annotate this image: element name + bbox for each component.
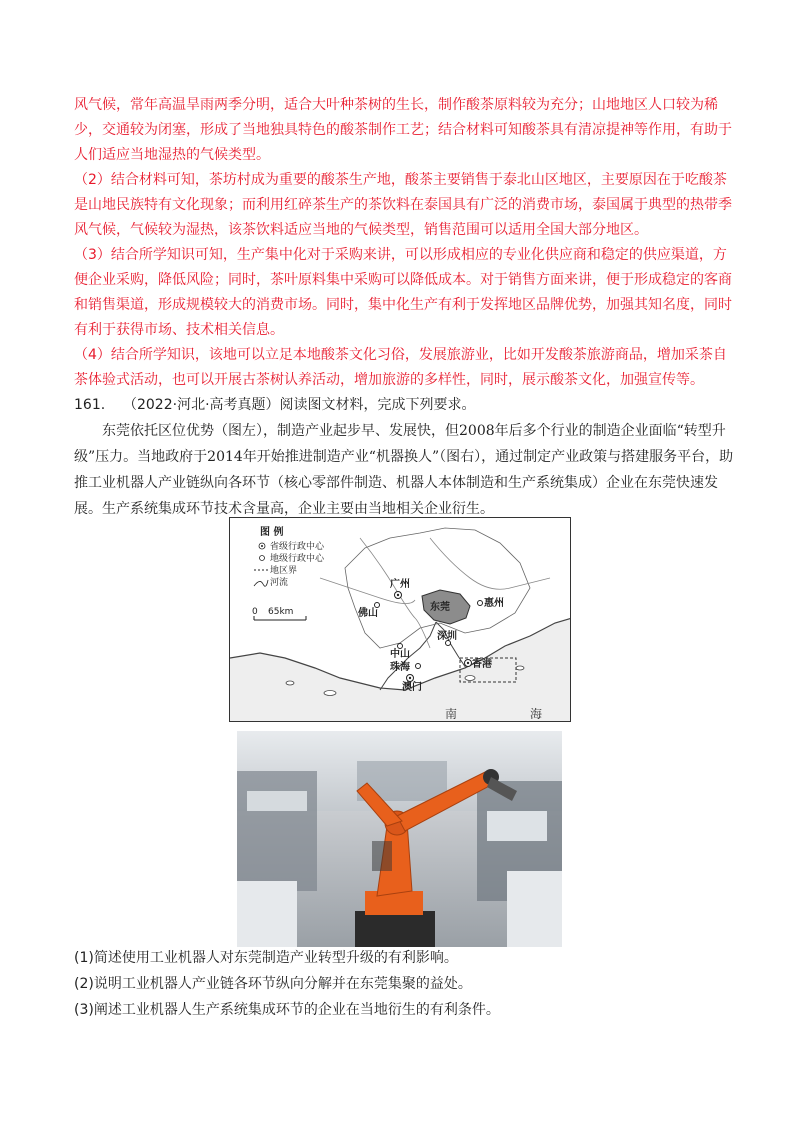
zhuhai-marker	[416, 664, 421, 669]
location-map	[229, 517, 571, 722]
legend-river: 河流	[270, 578, 289, 588]
machine-panel	[247, 791, 307, 811]
legend-prefecture: 地级行政中心	[270, 554, 325, 564]
label-hongkong: 香港	[472, 659, 492, 670]
subquestion-2: (2)说明工业机器人产业链各环节纵向分解并在东莞集聚的益处。	[74, 976, 472, 992]
robot-photo-drawing	[237, 731, 562, 947]
legend-title: 图 例	[260, 527, 284, 538]
island	[286, 681, 294, 685]
river	[430, 538, 550, 589]
question-source: （2022·河北·高考真题）阅读图文材料，完成下列要求。	[122, 397, 476, 413]
workstation-left	[237, 881, 297, 947]
label-zhuhai: 珠海	[390, 662, 410, 673]
legend-prefecture-icon	[260, 556, 265, 561]
legend-provincial-dot	[261, 545, 263, 547]
robot-pedestal	[355, 911, 435, 947]
answer-paragraph-2: （2）结合材料可知，茶坊村成为重要的酸茶生产地，酸茶主要销售于泰北山区地区，主要原因在于吃酸茶是山地民族特有文化现象；而利用红碎茶生产的茶饮料在泰国具有广泛的消费市场，泰国属于典型的热带季风气候，气候较为湿热，该茶饮料适应当地的气候类型，销售范围可以适用全国大部分地区。	[74, 172, 732, 238]
answer-paragraph-3: （3）结合所学知识可知，生产集中化对于采购来讲，可以形成相应的专业化供应商和稳定的供应渠道，方便企业采购，降低风险；同时，茶叶原料集中采购可以降低成本。对于销售方面来讲，便于形成稳定的客商和销售渠道，形成规模较大的消费市场。同时，集中化生产有利于发挥地区品牌优势，加强其知名度，同时有利于获得市场、技术相关信息。	[74, 247, 732, 338]
question-number: 161.	[74, 397, 106, 413]
answer-paragraph-4: （4）结合所学知识，该地可以立足本地酸茶文化习俗，发展旅游业，比如开发酸茶旅游商品，增加采茶自茶体验式活动，也可以开展古茶树认养活动，增加旅游的多样性，同时，展示酸茶文化，加强宣传等。	[74, 347, 727, 388]
answer-paragraph-1: 风气候，常年高温旱雨两季分明，适合大叶种茶树的生长，制作酸茶原料较为充分；山地地区人口较为稀少，交通较为闭塞，形成了当地独具特色的酸茶制作工艺；结合材料可知酸茶具有清凉提神等作用，有助于人们适应当地湿热的气候类型。	[74, 97, 732, 163]
foshan-marker	[375, 603, 380, 608]
legend-boundary: 地区界	[270, 566, 298, 576]
robot-photo	[237, 731, 562, 947]
label-dongguan: 东莞	[430, 602, 450, 613]
machine-left	[237, 771, 317, 891]
island	[324, 691, 336, 696]
robot-cables	[372, 841, 392, 871]
question-material: 东莞依托区位优势（图左），制造产业起步早、发展快，但2008年后多个行业的制造企业面临“转型升级”压力。当地政府于2014年开始推进制造产业“机器换人”（图右），通过制定产业政策与搭建服务平台，助推工业机器人产业链纵向各环节（核心零部件制造、机器人本体制造和生产系统集成）企业在东莞快速发展。生产系统集成环节技术含量高，企业主要由当地相关企业衍生。	[74, 423, 734, 517]
workstation-right	[507, 871, 562, 947]
map-drawing	[230, 518, 571, 722]
huizhou-marker	[478, 601, 483, 606]
subquestion-1: (1)简述使用工业机器人对东莞制造产业转型升级的有利影响。	[74, 950, 458, 966]
island	[516, 666, 524, 670]
scale-label: 65km	[268, 607, 294, 617]
zhongshan-marker	[398, 644, 403, 649]
label-macau: 澳门	[402, 682, 422, 693]
region-boundary	[345, 528, 530, 648]
legend-river-icon	[254, 580, 268, 586]
scale-zero: 0	[252, 607, 258, 617]
label-sea-1: 南	[445, 707, 458, 721]
label-shenzhen: 深圳	[437, 631, 457, 642]
pearl-estuary-east	[436, 622, 466, 668]
legend-provincial: 省级行政中心	[270, 542, 325, 552]
question-header	[74, 393, 734, 418]
macau-marker-dot	[409, 677, 411, 679]
machine-panel	[487, 811, 547, 841]
label-huizhou: 惠州	[484, 598, 504, 609]
island	[465, 676, 475, 681]
subquestion-3: (3)阐述工业机器人生产系统集成环节的企业在当地衍生的有利条件。	[74, 1002, 500, 1018]
robot-base	[365, 891, 423, 915]
label-foshan: 佛山	[358, 608, 378, 619]
hongkong-marker-dot	[467, 662, 469, 664]
guangzhou-marker-dot	[397, 594, 399, 596]
label-sea-2: 海	[530, 707, 543, 721]
label-guangzhou: 广州	[390, 579, 410, 590]
label-zhongshan: 中山	[390, 649, 410, 660]
